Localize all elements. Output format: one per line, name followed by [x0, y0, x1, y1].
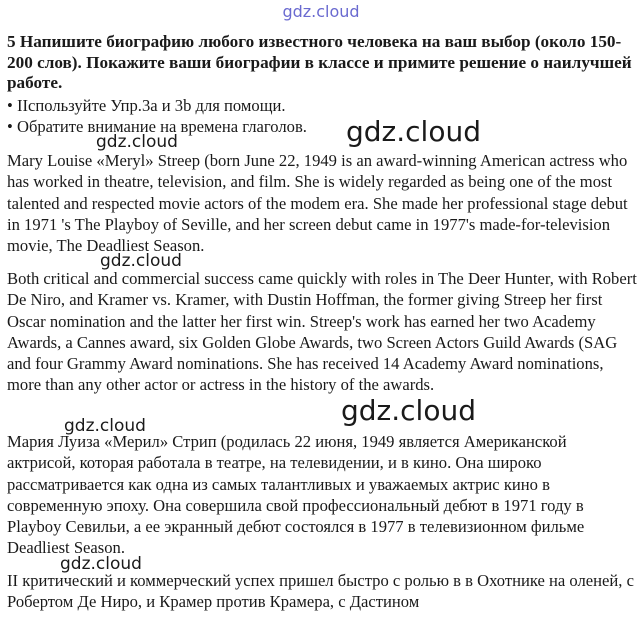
hint-item: • Обратите внимание на времена глаголов.	[7, 117, 307, 136]
watermark-top: gdz.cloud	[282, 2, 360, 21]
watermark: gdz.cloud	[346, 115, 481, 148]
watermark: gdz.cloud	[100, 251, 182, 271]
hint-item: • ІІспользуйте Упр.3а и 3b для помощи.	[7, 96, 286, 115]
paragraph-english-2: Both critical and commercial success came quickly with roles in The Deer Hunter, with Robert De Niro, and Kramer vs. Kramer, with Dustin Hoffman, the former giving Streep her first Oscar nomination and the latter her first win. Streep's work has earned her two Academy Awards, a Cannes award, six Golden Globe Awards, two Screen Actors Guild Awards (SAG and four Grammy Award nominations. She has received 14 Academy Award nominations, more than any other actor or actress in the history of the awards.	[7, 269, 637, 395]
task-heading: 5 Напишите биографию любого известного человека на ваш выбор (около 150-200 слов). Покажите ваши биографии в классе и примите решение о наилучшей работе.	[7, 32, 632, 92]
watermark: gdz.cloud	[96, 132, 178, 152]
paragraph-russian-2: ІІ критический и коммерческий успех пришел быстро с ролью в в Охотнике на оленей, с Робертом Де Ниро, и Крамер против Крамера, с Дастином	[7, 571, 634, 612]
watermark: gdz.cloud	[64, 416, 146, 436]
watermark: gdz.cloud	[60, 554, 142, 574]
paragraph-english-1: Mary Louise «Meryl» Streep (born June 22, 1949 is an award-winning American actress who has worked in theatre, television, and film. She is widely regarded as being one of the most talented and respected movie actors of the modem era. She made her professional stage debut in 1971 's The Playboy of Seville, and her screen debut came in 1977's made-for-television movie, The Deadliest Season.	[7, 151, 628, 256]
paragraph-russian-1: Мария Луиза «Мерил» Стрип (родилась 22 июня, 1949 является Американской актрисой, которая работала в театре, на телевидении, и в кино. Она широко рассматривается как одна из самых талантливых и уважаемых актрис кино в современную эпоху. Она совершила свой профессиональный дебют в 1971 году в Playboy Севильи, а ее экранный дебют состоялся в 1977 в телевизионном фильме Deadliest Season.	[7, 432, 585, 558]
watermark: gdz.cloud	[341, 394, 476, 427]
